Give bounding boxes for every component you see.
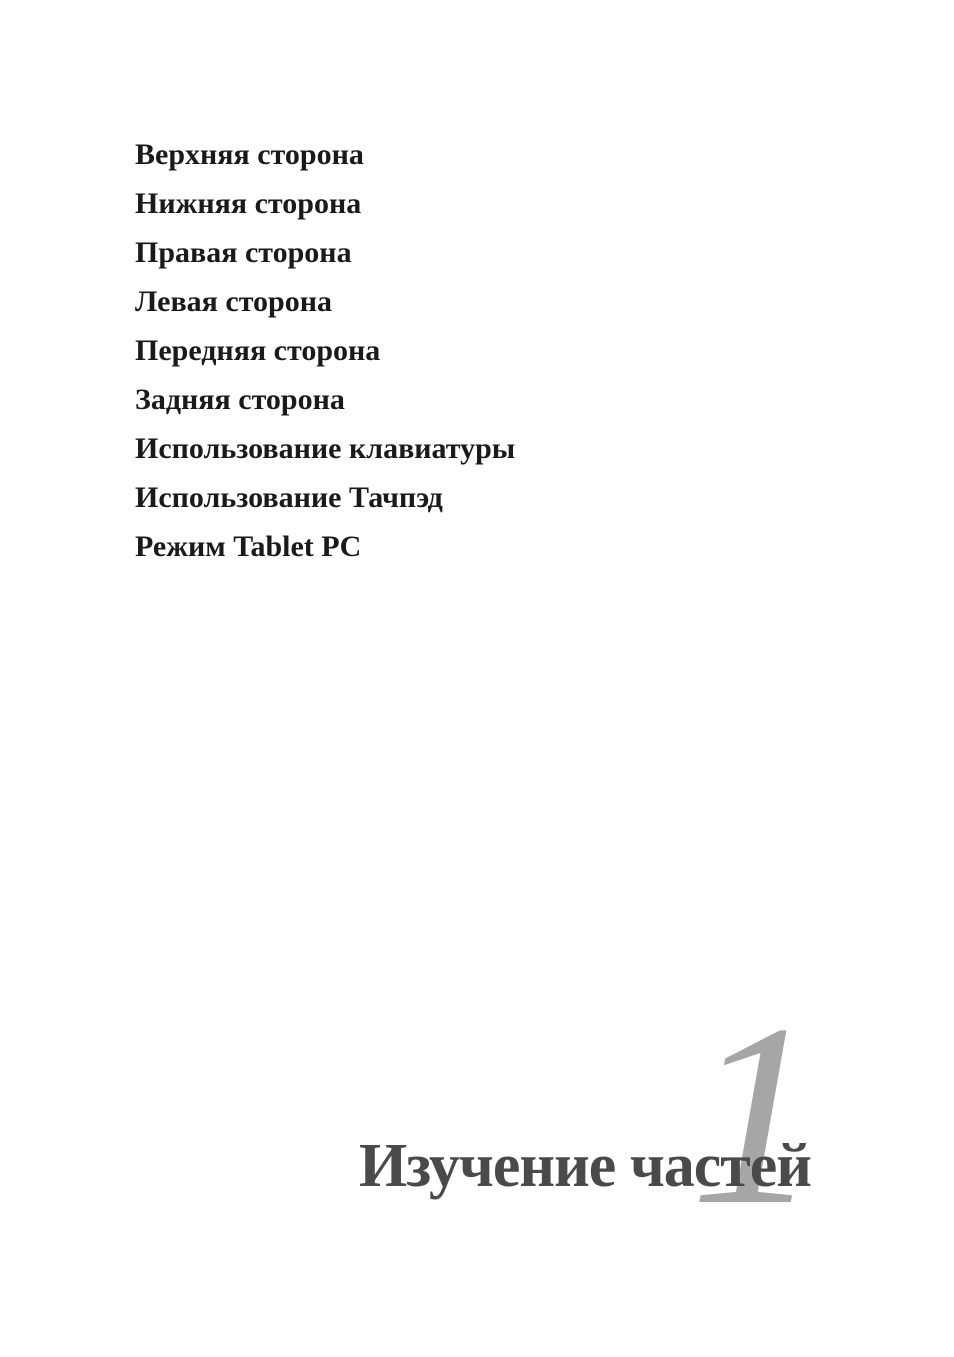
toc-item-bottom-side: Нижняя сторона — [135, 187, 362, 220]
toc-item-top-side: Верхняя сторона — [135, 138, 364, 171]
chapter-title: Изучение частей — [359, 1132, 811, 1200]
toc-item-left-side: Левая сторона — [135, 285, 333, 318]
toc-item-right-side: Правая сторона — [135, 236, 352, 269]
chapter-number: 1 — [690, 971, 820, 1259]
toc-item-front-side: Передняя сторона — [135, 334, 381, 367]
toc-item-tablet-pc-mode: Режим Tablet PC — [135, 530, 362, 563]
toc-item-rear-side: Задняя сторона — [135, 383, 345, 416]
toc-item-using-keyboard: Использование клавиатуры — [135, 432, 516, 465]
toc-item-using-touchpad: Использование Тачпэд — [135, 481, 443, 514]
